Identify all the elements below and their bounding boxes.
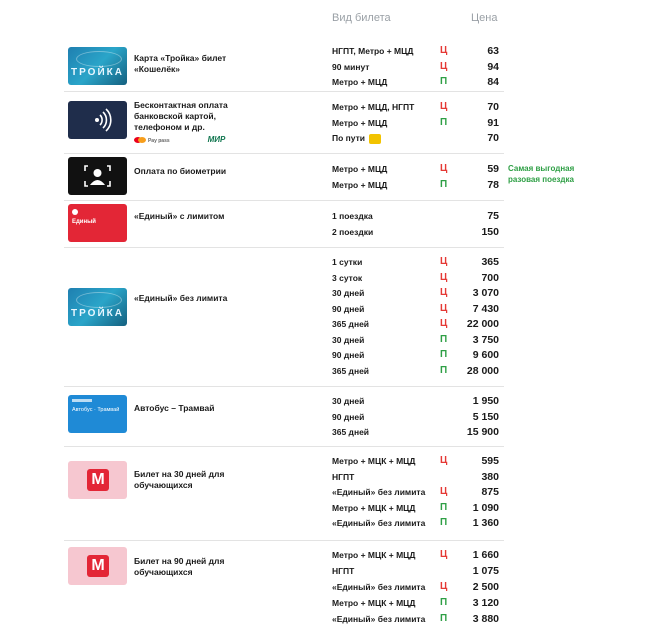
fare-type-mark: П — [440, 613, 448, 624]
ticket-section-title: Оплата по биометрии — [134, 166, 227, 176]
fare-price: 2 500 — [472, 581, 499, 593]
fare-price: 5 150 — [472, 410, 499, 423]
bus-icon — [369, 134, 381, 144]
metro-card-image — [68, 547, 127, 585]
fare-name: Метро + МЦК + МЦД — [332, 502, 416, 513]
fare-price: 9 600 — [472, 349, 499, 361]
fare-type-mark: Ц — [440, 318, 448, 329]
fare-type-mark: П — [440, 501, 448, 513]
fare-price: 700 — [481, 271, 499, 284]
fare-row — [332, 364, 504, 378]
fare-name: НГПТ — [332, 471, 355, 482]
fare-price: 7 430 — [472, 302, 499, 315]
fare-row — [332, 348, 504, 362]
metro-logo-icon: M — [87, 469, 109, 491]
fare-type-mark: П — [440, 349, 448, 360]
fare-type-mark: Ц — [440, 287, 448, 298]
fare-type-mark: П — [440, 517, 448, 528]
bio-card-image — [68, 157, 127, 195]
column-header-price: Цена — [471, 12, 498, 24]
face-scan-icon — [68, 157, 127, 195]
fare-type-mark: Ц — [440, 60, 448, 72]
fare-price: 595 — [481, 455, 499, 467]
ticket-section — [64, 540, 504, 632]
fare-row — [332, 596, 504, 610]
paypass-logo: Pay pass — [147, 138, 170, 144]
fare-row — [332, 580, 504, 594]
fare-price: 15 900 — [466, 426, 499, 438]
fare-type-mark: Ц — [440, 302, 448, 314]
fare-row — [332, 501, 504, 515]
edin-card-image — [68, 204, 127, 242]
fare-price: 94 — [487, 60, 499, 73]
ticket-section — [64, 386, 504, 446]
ticket-section-title: Билет на 30 дней для обучающихся — [134, 469, 225, 490]
fare-name: 3 суток — [332, 272, 363, 283]
fare-type-mark: Ц — [440, 455, 448, 466]
fare-price: 1 090 — [472, 501, 499, 514]
fare-price: 28 000 — [466, 364, 499, 377]
fare-price: 875 — [481, 486, 499, 498]
ticket-section — [64, 247, 504, 386]
fare-name: НГПТ — [332, 566, 355, 576]
troika-logo-text: ТРОЙКА — [71, 308, 124, 319]
fare-row — [332, 131, 504, 145]
nfc-card-image — [68, 101, 127, 139]
ticket-section — [64, 153, 504, 200]
fare-type-mark: П — [440, 364, 448, 376]
fare-price: 78 — [487, 178, 499, 191]
fare-price: 1 950 — [472, 395, 499, 407]
fare-price: 63 — [487, 45, 499, 57]
fare-name: «Единый» без лимита — [332, 614, 426, 624]
fare-name: «Единый» без лимита — [332, 582, 426, 592]
fare-name: 365 дней — [332, 319, 370, 329]
fare-name: 90 дней — [332, 411, 365, 422]
ticket-section-title: Карта «Тройка» билет «Кошелёк» — [134, 53, 227, 74]
fare-type-mark: П — [440, 597, 448, 608]
fare-row — [332, 425, 504, 439]
fare-row — [332, 178, 504, 192]
ticket-section-title: «Единый» без лимита — [134, 293, 228, 303]
fare-row — [332, 548, 504, 562]
fare-type-mark: Ц — [440, 45, 448, 56]
fare-row — [332, 470, 504, 484]
ticket-section — [64, 30, 504, 90]
ticket-section-title: Билет на 90 дней для обучающихся — [134, 556, 225, 577]
fare-row — [332, 410, 504, 424]
fare-row — [332, 162, 504, 176]
fare-price: 365 — [481, 256, 499, 268]
fare-name: 365 дней — [332, 365, 370, 376]
fare-type-mark: П — [440, 333, 448, 345]
fare-row — [332, 271, 504, 285]
fare-row — [332, 100, 504, 114]
fare-price: 84 — [487, 76, 499, 88]
edin-card-text: Единый — [72, 219, 96, 225]
column-header-type: Вид билета — [332, 12, 391, 24]
fare-type-mark: П — [440, 116, 448, 128]
ticket-section — [64, 200, 504, 247]
fare-row — [332, 225, 504, 239]
metro-card-image — [68, 461, 127, 499]
fare-price: 150 — [481, 226, 499, 238]
bus-card-text: Автобус · Трамвай — [72, 407, 120, 413]
best-value-note: Самая выгодная разовая поездка — [508, 164, 575, 184]
fare-price: 22 000 — [466, 318, 499, 330]
fare-name: Метро + МЦК + МЦД — [332, 598, 416, 608]
fare-type-mark: П — [440, 178, 448, 190]
fare-name: 1 поездка — [332, 211, 373, 221]
fare-price: 1 660 — [472, 549, 499, 561]
fare-name: 1 сутки — [332, 257, 363, 267]
fare-price: 3 070 — [472, 287, 499, 299]
metro-logo-icon: M — [87, 555, 109, 577]
contactless-icon — [68, 101, 127, 139]
fare-row — [332, 454, 504, 468]
fare-price: 59 — [487, 163, 499, 175]
fare-price: 1 360 — [472, 517, 499, 529]
fare-name: Метро + МЦК + МЦД — [332, 456, 416, 466]
fare-name: «Единый» без лимита — [332, 487, 426, 497]
fare-name: Метро + МЦД — [332, 117, 388, 128]
fare-price: 380 — [481, 470, 499, 483]
fare-row — [332, 317, 504, 331]
fare-name: 30 дней — [332, 334, 365, 345]
fare-name: Метро + МЦД — [332, 164, 388, 174]
fare-name: По пути — [332, 131, 381, 145]
fare-price: 1 075 — [472, 565, 499, 577]
fare-price: 3 120 — [472, 597, 499, 609]
fare-type-mark: Ц — [440, 486, 448, 497]
fare-name: Метро + МЦД, НГПТ — [332, 102, 415, 112]
fare-row — [332, 116, 504, 130]
fare-price: 75 — [487, 210, 499, 222]
fare-type-mark: Ц — [440, 101, 448, 112]
fare-row — [332, 255, 504, 269]
fare-name: 365 дней — [332, 427, 370, 437]
bus-card-image — [68, 395, 127, 433]
ticket-section — [64, 91, 504, 153]
fare-type-mark: Ц — [440, 549, 448, 560]
fare-name: 30 дней — [332, 288, 365, 298]
fare-price: 70 — [487, 101, 499, 113]
fare-row — [332, 564, 504, 578]
fare-row — [332, 302, 504, 316]
fare-type-mark: Ц — [440, 581, 448, 592]
fare-row — [332, 75, 504, 89]
fare-type-mark: Ц — [440, 256, 448, 267]
fare-name: Метро + МЦД — [332, 179, 388, 190]
fare-row — [332, 485, 504, 499]
fare-row — [332, 612, 504, 626]
fare-name: Метро + МЦД — [332, 77, 388, 87]
ticket-section-title: «Единый» с лимитом — [134, 211, 225, 221]
fare-row — [332, 209, 504, 223]
fare-row — [332, 286, 504, 300]
ticket-section-title: Автобус – Трамвай — [134, 403, 215, 413]
troika-card-image — [68, 47, 127, 85]
fare-row — [332, 44, 504, 58]
fare-price: 70 — [487, 132, 499, 144]
troika-logo-text: ТРОЙКА — [71, 67, 124, 78]
payment-logos — [134, 135, 225, 144]
fare-name: 2 поездки — [332, 227, 374, 237]
fare-row — [332, 394, 504, 408]
fare-row — [332, 60, 504, 74]
fare-price: 91 — [487, 116, 499, 129]
fare-row — [332, 516, 504, 530]
fare-price: 3 880 — [472, 613, 499, 625]
fare-name: 90 дней — [332, 303, 365, 314]
fare-type-mark: Ц — [440, 271, 448, 283]
ticket-section — [64, 446, 504, 540]
fare-name: Метро + МЦК + МЦД — [332, 550, 416, 560]
fare-name: 30 дней — [332, 396, 365, 406]
fare-type-mark: Ц — [440, 163, 448, 174]
fare-name: НГПТ, Метро + МЦД — [332, 46, 414, 56]
fare-price: 3 750 — [472, 333, 499, 346]
ticket-section-title: Бесконтактная оплата банковской картой, телефоном и др. — [134, 100, 228, 132]
fare-type-mark: П — [440, 76, 448, 87]
fare-name: 90 дней — [332, 350, 365, 360]
troika-card-image — [68, 288, 127, 326]
mir-logo: МИР — [207, 135, 226, 144]
fare-row — [332, 333, 504, 347]
fare-name: «Единый» без лимита — [332, 518, 426, 528]
fare-name: 90 минут — [332, 61, 370, 72]
